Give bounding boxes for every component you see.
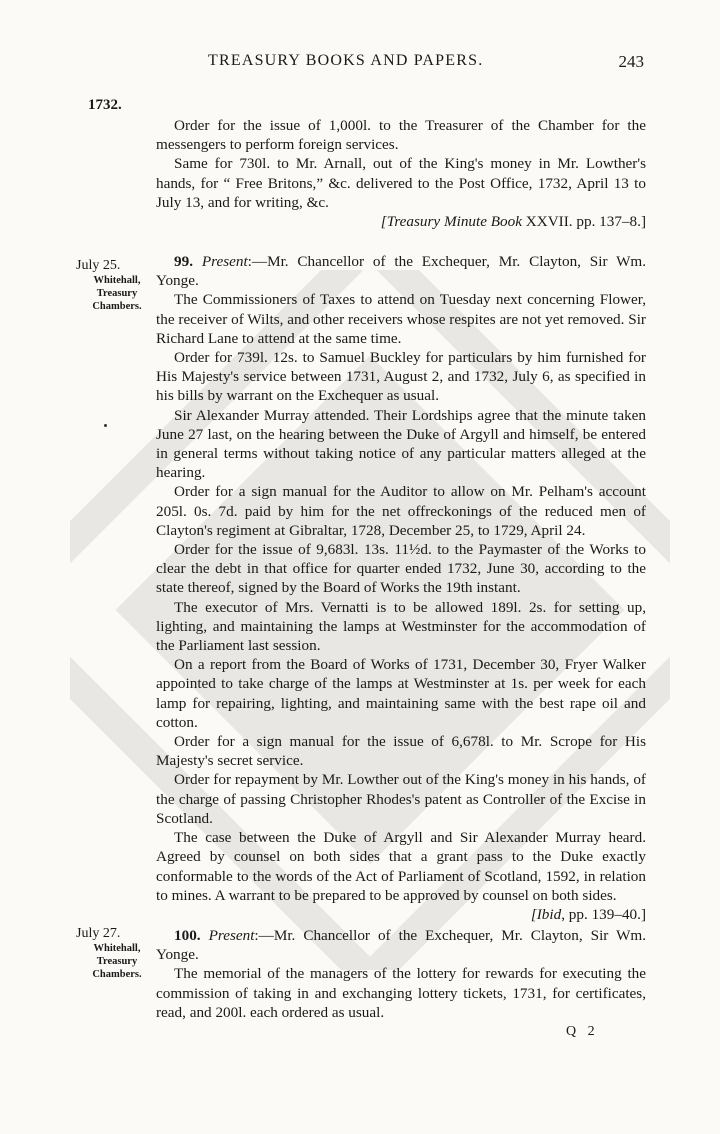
- present-members: :—Mr. Chancellor of the Exchequer, Mr. Clayton, Sir Wm. Yonge.: [156, 927, 647, 964]
- margin-date: July 25.: [76, 258, 121, 273]
- reference-title: [Treasury Minute Book: [380, 213, 526, 231]
- margin-place: Chambers.: [92, 301, 142, 312]
- paragraph: Order for 739l. 12s. to Samuel Buckley for particulars by him furnished for His Majesty's service between 1731, August 2, and 1732, July 6, as specified in his bills by warrant on the Exchequer as usual.: [156, 349, 646, 405]
- paragraph: The Commissioners of Taxes to attend on Tuesday next concerning Flower, the receiver of Wilts, and other receivers whose respites are not yet removed. Sir Richard Lane to attend at the same time.: [156, 291, 646, 347]
- entry-heading: [156, 252, 646, 290]
- reference-pages: XXVII. pp. 137–8.]: [525, 213, 646, 231]
- running-header: [0, 52, 720, 76]
- paragraph: Sir Alexander Murray attended. Their Lordships agree that the minute taken June 27 last, on the hearing between the Duke of Argyll and himself, be entered in general terms without taking notice of any particular matters alleged at the hearing.: [156, 406, 646, 482]
- source-reference: [156, 905, 646, 924]
- margin-place: Chambers.: [92, 969, 142, 980]
- opening-block: [156, 116, 646, 231]
- margin-note-july-25: [74, 258, 160, 313]
- margin-place: Whitehall,: [93, 943, 141, 954]
- paragraph: The executor of Mrs. Vernatti is to be allowed 189l. 2s. for setting up, lighting, and maintaining the lamps at Westminster for the accommodation of the Parliament last session.: [156, 598, 646, 655]
- reference-pages: , pp. 139–40.]: [561, 905, 646, 923]
- entry-100: [156, 926, 646, 1022]
- paragraph: The case between the Duke of Argyll and Sir Alexander Murray heard. Agreed by counsel on both sides that a grant pass to the Duke exactly conformable to the words of the Act of Parliament of Scotland, 1592, in relation to mines. A warrant to be prepared to be approved by counsel on both sides.: [156, 829, 646, 904]
- entry-heading: [156, 926, 646, 964]
- paragraph: Order for a sign manual for the issue of 6,678l. to Mr. Scrope for His Majesty's secret service.: [156, 733, 646, 770]
- ink-dot: [104, 424, 107, 427]
- present-label: Present: [208, 927, 255, 944]
- margin-place: Treasury: [96, 288, 138, 299]
- paragraph: Order for a sign manual for the Auditor to allow on Mr. Pelham's account 205l. 0s. 7d. paid by him for the net offreckonings of the reduced men of Clayton's regiment at Gibraltar, 1728, December 25, to 1729, April 24.: [156, 483, 646, 539]
- paragraph: The memorial of the managers of the lottery for rewards for executing the commission of taking in and exchanging lottery tickets, 1731, for certificates, read, and 200l. each ordered as usual.: [156, 965, 646, 1021]
- present-label: Present: [201, 253, 248, 270]
- entry-number: 99.: [174, 253, 193, 270]
- entry-number: 100.: [174, 927, 201, 944]
- entry-99: [156, 252, 646, 924]
- margin-note-july-27: [74, 926, 160, 981]
- paragraph: Same for 730l. to Mr. Arnall, out of the King's money in Mr. Lowther's hands, for “ Free Britons,” &c. delivered to the Post Office, 1732, April 13 to July 13, and for writing, &c.: [156, 155, 646, 211]
- reference-title: [Ibid: [530, 905, 562, 923]
- margin-place: Whitehall,: [93, 275, 141, 286]
- paragraph: Order for the issue of 9,683l. 13s. 11½d. to the Paymaster of the Works to clear the debt in that office for quarter ended 1732, June 30, according to the state thereof, signed by the Board of Works the 19th instant.: [156, 541, 646, 597]
- margin-place: Treasury: [96, 956, 138, 967]
- paragraph: On a report from the Board of Works of 1731, December 30, Fryer Walker appointed to take charge of the lamps at Westminster at 1s. per week for each lamp for repairing, lighting, and maintaining same with the best rape oil and cotton.: [156, 656, 646, 731]
- paragraph: Order for repayment by Mr. Lowther out of the King's money in his hands, of the charge of passing Christopher Rhodes's patent as Controller of the Excise in Scotland.: [156, 771, 646, 827]
- present-members: :—Mr. Chancellor of the Exchequer, Mr. Clayton, Sir Wm. Yonge.: [156, 253, 647, 290]
- source-reference: [156, 212, 646, 231]
- running-title: TREASURY BOOKS AND PAPERS.: [208, 52, 484, 69]
- paragraph: Order for the issue of 1,000l. to the Treasurer of the Chamber for the messengers to perform foreign services.: [156, 117, 646, 154]
- page-number: 243: [618, 52, 644, 71]
- margin-date: July 27.: [76, 926, 121, 941]
- signature-mark: Q 2: [566, 1024, 599, 1039]
- margin-year: 1732.: [88, 97, 122, 113]
